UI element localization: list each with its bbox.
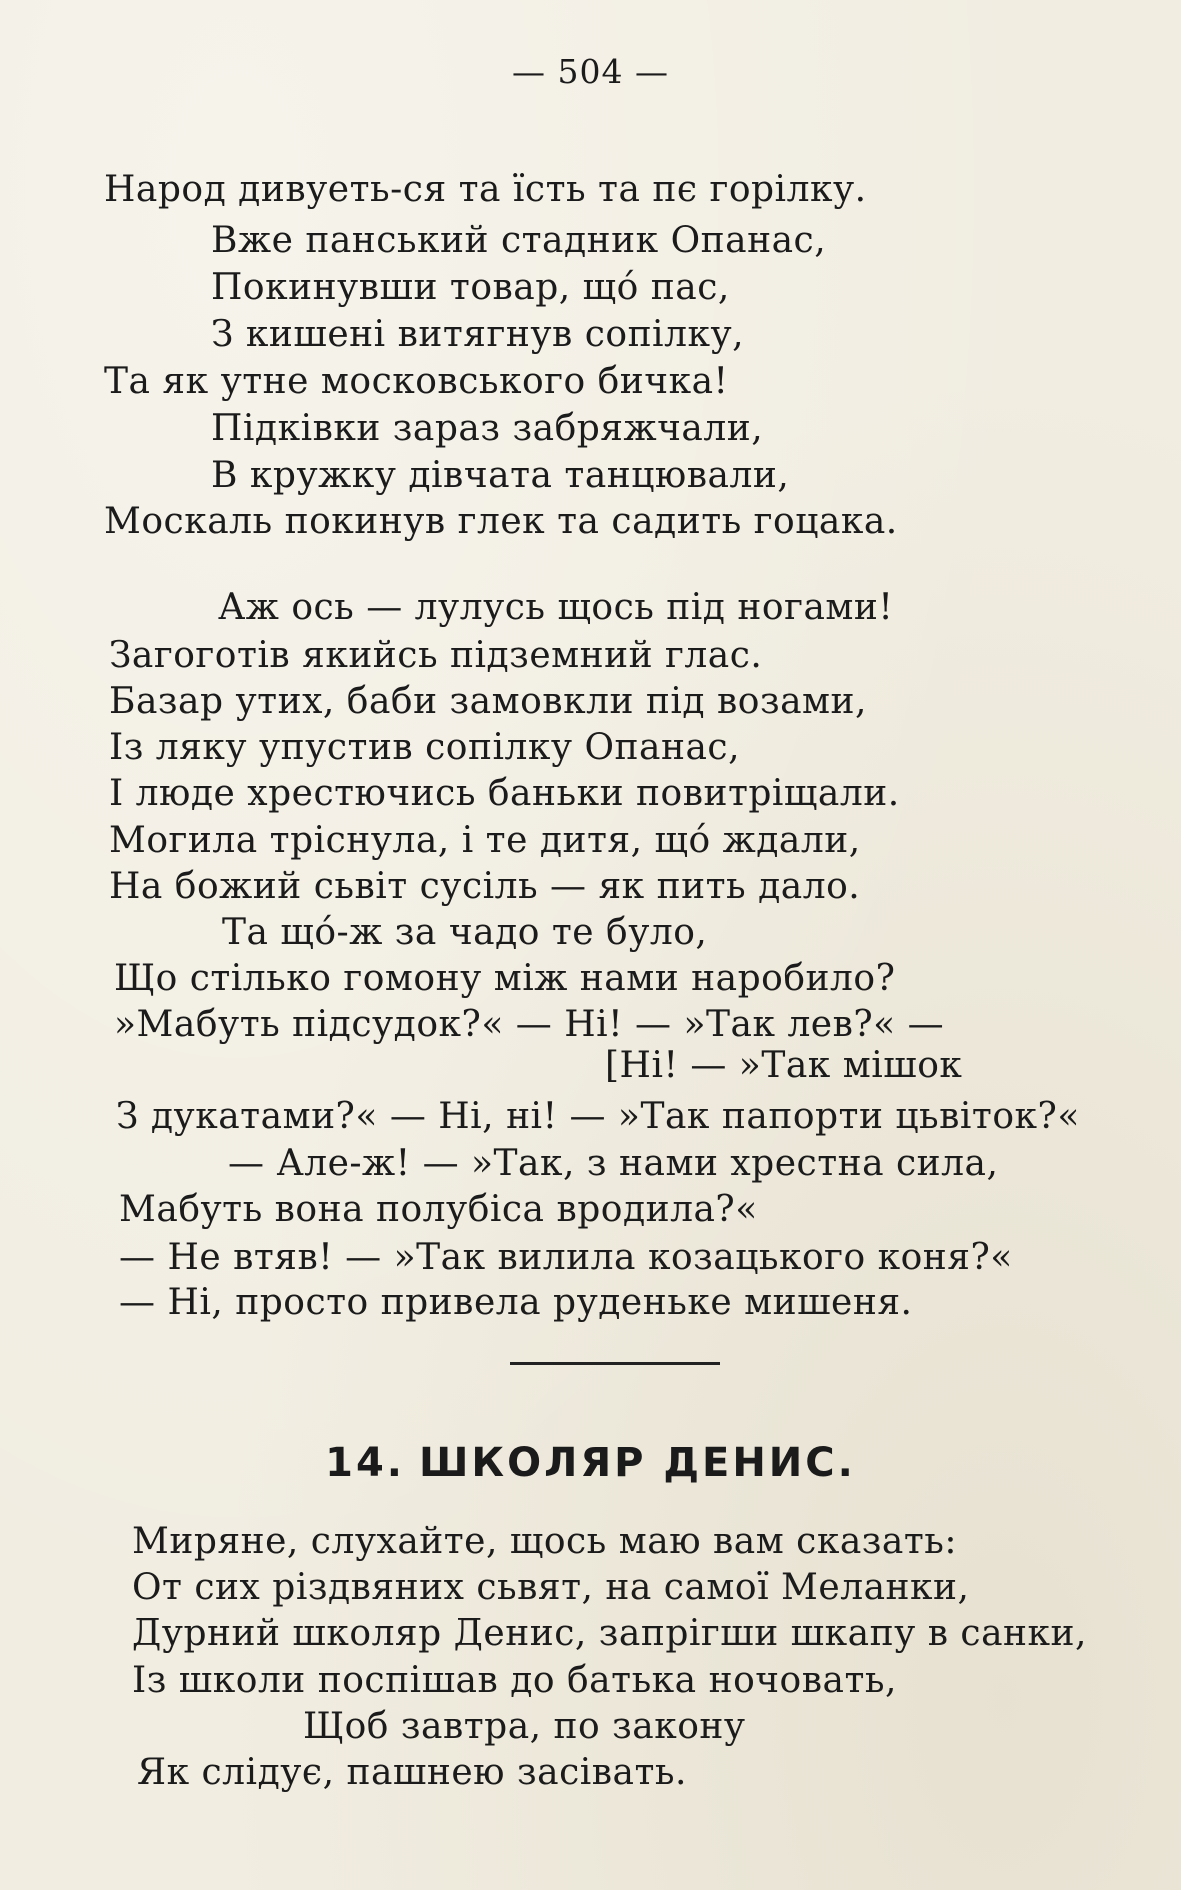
verse-line: Покинувши товар, щó пас,	[211, 267, 730, 308]
verse-line: »Мабуть підсудок?« — Ні! — »Так лев?« —	[114, 1004, 945, 1045]
verse-line: Дурний школяр Денис, запрігши шкапу в санки,	[132, 1613, 1087, 1654]
verse-line: Підківки зараз забряжчали,	[211, 408, 764, 449]
verse-line: Вже панський стадник Опанас,	[211, 220, 827, 261]
verse-line: От сих різдвяних сьвят, на самої Меланки,	[132, 1567, 970, 1608]
verse-line: Базар утих, баби замовкли під возами,	[109, 681, 867, 722]
verse-line: — Не втяв! — »Так вилила козацького коня?«	[119, 1237, 1013, 1278]
verse-line: Із ляку упустив сопілку Опанас,	[109, 727, 741, 768]
verse-line: Та щó-ж за чадо те було,	[222, 912, 708, 953]
page-number: — 504 —	[512, 52, 669, 91]
verse-line: В кружку дівчата танцювали,	[211, 455, 790, 496]
verse-line: Могила тріснула, і те дитя, щó ждали,	[109, 820, 861, 861]
verse-line: З кишені витягнув сопілку,	[211, 314, 745, 355]
verse-line: Що стілько гомону між нами наробило?	[114, 958, 896, 999]
section-heading	[0, 1440, 1181, 1486]
verse-line: [Ні! — »Так мішок	[605, 1045, 963, 1086]
verse-line: — Ні, просто привела руденьке мишеня.	[119, 1282, 913, 1323]
verse-line: Та як утне московського бичка!	[104, 361, 729, 402]
verse-line: Як слідує, пашнею засівать.	[137, 1752, 687, 1793]
verse-line: Мабуть вона полубіса вродила?«	[119, 1189, 758, 1230]
verse-line: Аж ось — лулусь щось під ногами!	[218, 587, 894, 628]
section-number: 14.	[325, 1440, 405, 1486]
section-title: ШКОЛЯР ДЕНИС.	[419, 1440, 856, 1486]
verse-line: Загоготів якийсь підземний глас.	[109, 635, 763, 676]
verse-line: На божий сьвіт сусіль — як пить дало.	[109, 866, 861, 907]
verse-line: — Але-ж! — »Так, з нами хрестна сила,	[228, 1143, 999, 1184]
section-divider	[510, 1362, 720, 1365]
verse-line: Народ дивуеть-ся та їсть та пє горілку.	[104, 169, 867, 210]
verse-line: З дукатами?« — Ні, ні! — »Так папорти цьвіток?«	[116, 1096, 1080, 1137]
verse-line: Миряне, слухайте, щось маю вам сказать:	[132, 1521, 958, 1562]
verse-line: І люде хрестючись баньки повитріщали.	[109, 773, 900, 814]
verse-line: Із школи поспішав до батька ночовать,	[132, 1660, 897, 1701]
verse-line: Щоб завтра, по закону	[303, 1706, 746, 1747]
verse-line: Москаль покинув глек та садить гоцака.	[104, 501, 898, 542]
